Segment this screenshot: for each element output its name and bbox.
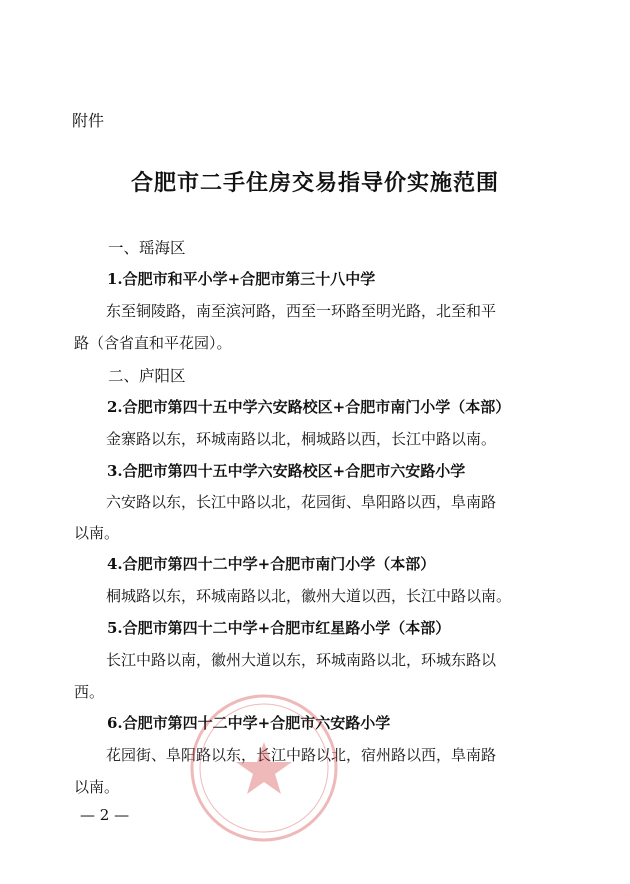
boundary-text: 金寨路以东，环城南路以北，桐城路以西，长江中路以南。 — [106, 430, 497, 448]
attachment-label: 附件 — [72, 111, 105, 130]
school-pair-title: 5.合肥市第四十二中学+合肥市红星路小学（本部） — [107, 619, 451, 637]
boundary-text: 六安路以东，长江中路以北，花园街、阜阳路以西，阜南路 — [106, 493, 497, 511]
school-pair-title: 1.合肥市和平小学+合肥市第三十八中学 — [107, 270, 376, 288]
boundary-text: 桐城路以东，环城南路以北，徽州大道以西，长江中路以南。 — [106, 587, 512, 605]
boundary-text: 长江中路以南，徽州大道以东，环城南路以北，环城东路以 — [106, 651, 497, 669]
page-number: — 2 — — [80, 806, 130, 824]
boundary-text: 西。 — [74, 683, 105, 701]
district-heading: 二、庐阳区 — [108, 367, 186, 385]
school-pair-title: 2.合肥市第四十五中学六安路校区+合肥市南门小学（本部） — [107, 398, 511, 416]
official-seal-icon — [186, 690, 342, 846]
boundary-text: 以南。 — [74, 524, 120, 542]
boundary-text: 花园街、阜阳路以东，长江中路以北，宿州路以西，阜南路 — [106, 746, 497, 764]
boundary-text: 东至铜陵路，南至滨河路，西至一环路至明光路，北至和平 — [106, 302, 497, 320]
school-pair-title: 4.合肥市第四十二中学+合肥市南门小学（本部） — [107, 555, 436, 573]
school-pair-title: 3.合肥市第四十五中学六安路校区+合肥市六安路小学 — [107, 462, 466, 480]
boundary-text: 以南。 — [74, 778, 120, 796]
document-title: 合肥市二手住房交易指导价实施范围 — [130, 170, 499, 196]
district-heading: 一、瑶海区 — [108, 239, 186, 257]
school-pair-title: 6.合肥市第四十二中学+合肥市六安路小学 — [107, 714, 391, 732]
boundary-text: 路（含省直和平花园）。 — [74, 334, 232, 352]
